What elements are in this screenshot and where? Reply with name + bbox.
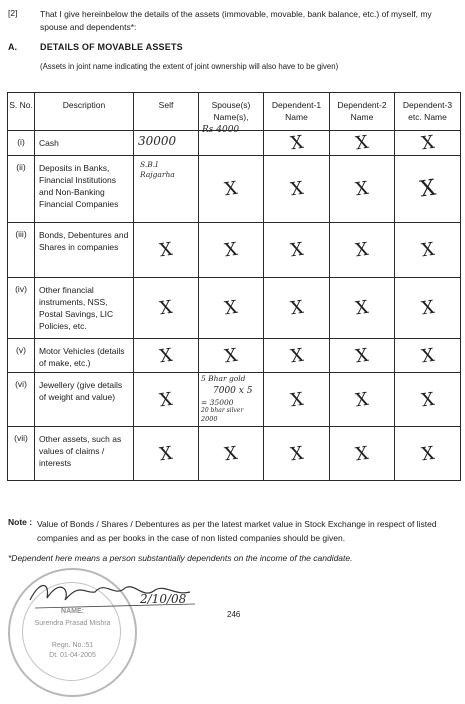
cell-dependent-3 (395, 131, 461, 156)
row-sno: (v) (8, 339, 35, 373)
cross-mark: X (288, 388, 305, 411)
row-sno: (i) (8, 131, 35, 156)
cell-dependent-3 (395, 223, 461, 278)
dependent-definition: *Dependent here means a person substantially dependents on the income of the candidate. (8, 553, 353, 563)
row-description: Other financial instruments, NSS, Postal Savings, LIC Policies, etc. (35, 278, 134, 339)
cell-self (134, 278, 199, 339)
cell-self (134, 339, 199, 373)
cross-mark: X (354, 388, 370, 411)
stamp-line: Dt. 01-04-2005 (49, 652, 96, 659)
cell-spouse (199, 156, 264, 223)
cross-mark: X (288, 238, 305, 262)
cell-self (134, 427, 199, 481)
cell-self (134, 373, 199, 427)
header-spouse: Spouse(s) Name(s), (199, 93, 264, 131)
handwritten-deposit-self: S.B.I Rajgarha (140, 160, 175, 179)
cell-dependent-2 (330, 278, 395, 339)
cross-mark: X (419, 442, 436, 465)
cell-dependent-3 (395, 156, 461, 223)
cross-mark: X (354, 344, 370, 367)
table-row (8, 373, 461, 427)
cell-dependent-2 (330, 373, 395, 427)
cell-dependent-2 (330, 427, 395, 481)
note-text: Value of Bonds / Shares / Debentures as per the latest market value in Stock Exchange in respect of listed companies and as per books in the case of non listed companies should be given. (37, 519, 437, 543)
cell-dependent-2 (330, 156, 395, 223)
cross-mark: X (158, 238, 174, 262)
row-sno: (ii) (8, 156, 35, 223)
cross-mark: X (288, 442, 305, 465)
section-letter: A. (8, 42, 17, 52)
section-subtitle: (Assets in joint name indicating the extent of joint ownership will also have to be given) (40, 62, 339, 71)
row-description: Deposits in Banks, Financial Institutions and Non-Banking Financial Companies (35, 156, 134, 223)
signature-date: 2/10/08 (140, 592, 187, 606)
header-sno: S. No. (8, 93, 35, 131)
cross-mark: X (288, 344, 305, 367)
cell-self (134, 223, 199, 278)
page-number: 246 (227, 610, 241, 619)
cell-dependent-1 (264, 278, 330, 339)
cell-dependent-3 (395, 427, 461, 481)
cell-dependent-1 (264, 223, 330, 278)
section-title: DETAILS OF MOVABLE ASSETS (40, 42, 183, 52)
cross-mark: X (288, 131, 305, 155)
cross-mark: X (158, 442, 174, 465)
table-row (8, 223, 461, 278)
handwritten-cash-spouse: Rs 4000 (202, 125, 240, 135)
cross-mark: X (223, 177, 239, 201)
cell-spouse (199, 339, 264, 373)
row-description: Other assets, such as values of claims / interests (35, 427, 134, 481)
cross-mark: X (354, 296, 370, 320)
cell-dependent-1 (264, 156, 330, 223)
table-row (8, 278, 461, 339)
cross-mark: X (223, 238, 239, 262)
cross-mark: X (223, 344, 239, 367)
header-dependent-1: Dependent-1 Name (264, 93, 330, 131)
cross-mark: X (418, 175, 437, 203)
cross-mark: X (419, 344, 436, 367)
cell-dependent-1 (264, 373, 330, 427)
header-description: Description (35, 93, 134, 131)
cross-mark: X (288, 177, 305, 201)
table-row (8, 131, 461, 156)
note-label: Note : (8, 517, 33, 527)
cross-mark: X (419, 238, 436, 262)
table-row (8, 427, 461, 481)
cell-dependent-3 (395, 278, 461, 339)
cell-dependent-2 (330, 223, 395, 278)
row-description: Bonds, Debentures and Shares in companies (35, 223, 134, 278)
cell-self (134, 131, 199, 156)
row-sno: (iv) (8, 278, 35, 339)
intro-text: That I give hereinbelow the details of the assets (immovable, movable, bank balance, etc.) of myself, my spouse and dependents*: (40, 9, 432, 32)
cell-dependent-3 (395, 339, 461, 373)
handwritten-jewellery-3: = 35000 (201, 398, 234, 407)
cell-dependent-3 (395, 373, 461, 427)
row-sno: (vi) (8, 373, 35, 427)
handwritten-jewellery-4: 20 bhar silver (201, 407, 244, 414)
cross-mark: X (419, 131, 436, 155)
stamp-line: Surendra Prasad Mishra (34, 620, 111, 627)
cross-mark: X (288, 296, 305, 320)
handwritten-jewellery-1: 5 Bhar gold (201, 374, 246, 383)
cell-dependent-1 (264, 339, 330, 373)
cross-mark: X (158, 388, 174, 411)
stamp-line: NAME: (61, 608, 84, 615)
row-sno: (vii) (8, 427, 35, 481)
table-row (8, 339, 461, 373)
cross-mark: X (223, 296, 239, 320)
cross-mark: X (419, 388, 436, 411)
cell-dependent-2 (330, 131, 395, 156)
row-description: Cash (35, 131, 134, 156)
stamp-line: Regn. No.:51 (51, 642, 94, 649)
cell-self (134, 156, 199, 223)
cross-mark: X (419, 296, 436, 320)
cross-mark: X (158, 296, 174, 320)
cell-dependent-1 (264, 427, 330, 481)
row-description: Jewellery (give details of weight and value) (35, 373, 134, 427)
cell-spouse (199, 427, 264, 481)
handwritten-jewellery-5: 2000 (201, 415, 218, 423)
row-description: Motor Vehicles (details of make, etc.) (35, 339, 134, 373)
handwritten-cash-self: 30000 (138, 134, 177, 148)
cross-mark: X (354, 177, 370, 201)
cell-dependent-1 (264, 131, 330, 156)
cross-mark: X (354, 131, 370, 155)
cross-mark: X (354, 238, 370, 262)
header-self: Self (134, 93, 199, 131)
movable-assets-table (7, 92, 461, 481)
cell-spouse (199, 125, 264, 156)
cell-spouse (199, 373, 264, 427)
cell-spouse (199, 278, 264, 339)
intro-number: [2] (8, 8, 18, 18)
cell-spouse (199, 223, 264, 278)
cross-mark: X (223, 442, 239, 465)
row-sno: (iii) (8, 223, 35, 278)
header-dependent-3: Dependent-3 etc. Name (395, 93, 461, 131)
table-row (8, 156, 461, 223)
header-dependent-2: Dependent-2 Name (330, 93, 395, 131)
cell-dependent-2 (330, 339, 395, 373)
cross-mark: X (158, 344, 174, 367)
cross-mark: X (354, 442, 370, 465)
handwritten-jewellery-2: 7000 x 5 (213, 386, 253, 396)
